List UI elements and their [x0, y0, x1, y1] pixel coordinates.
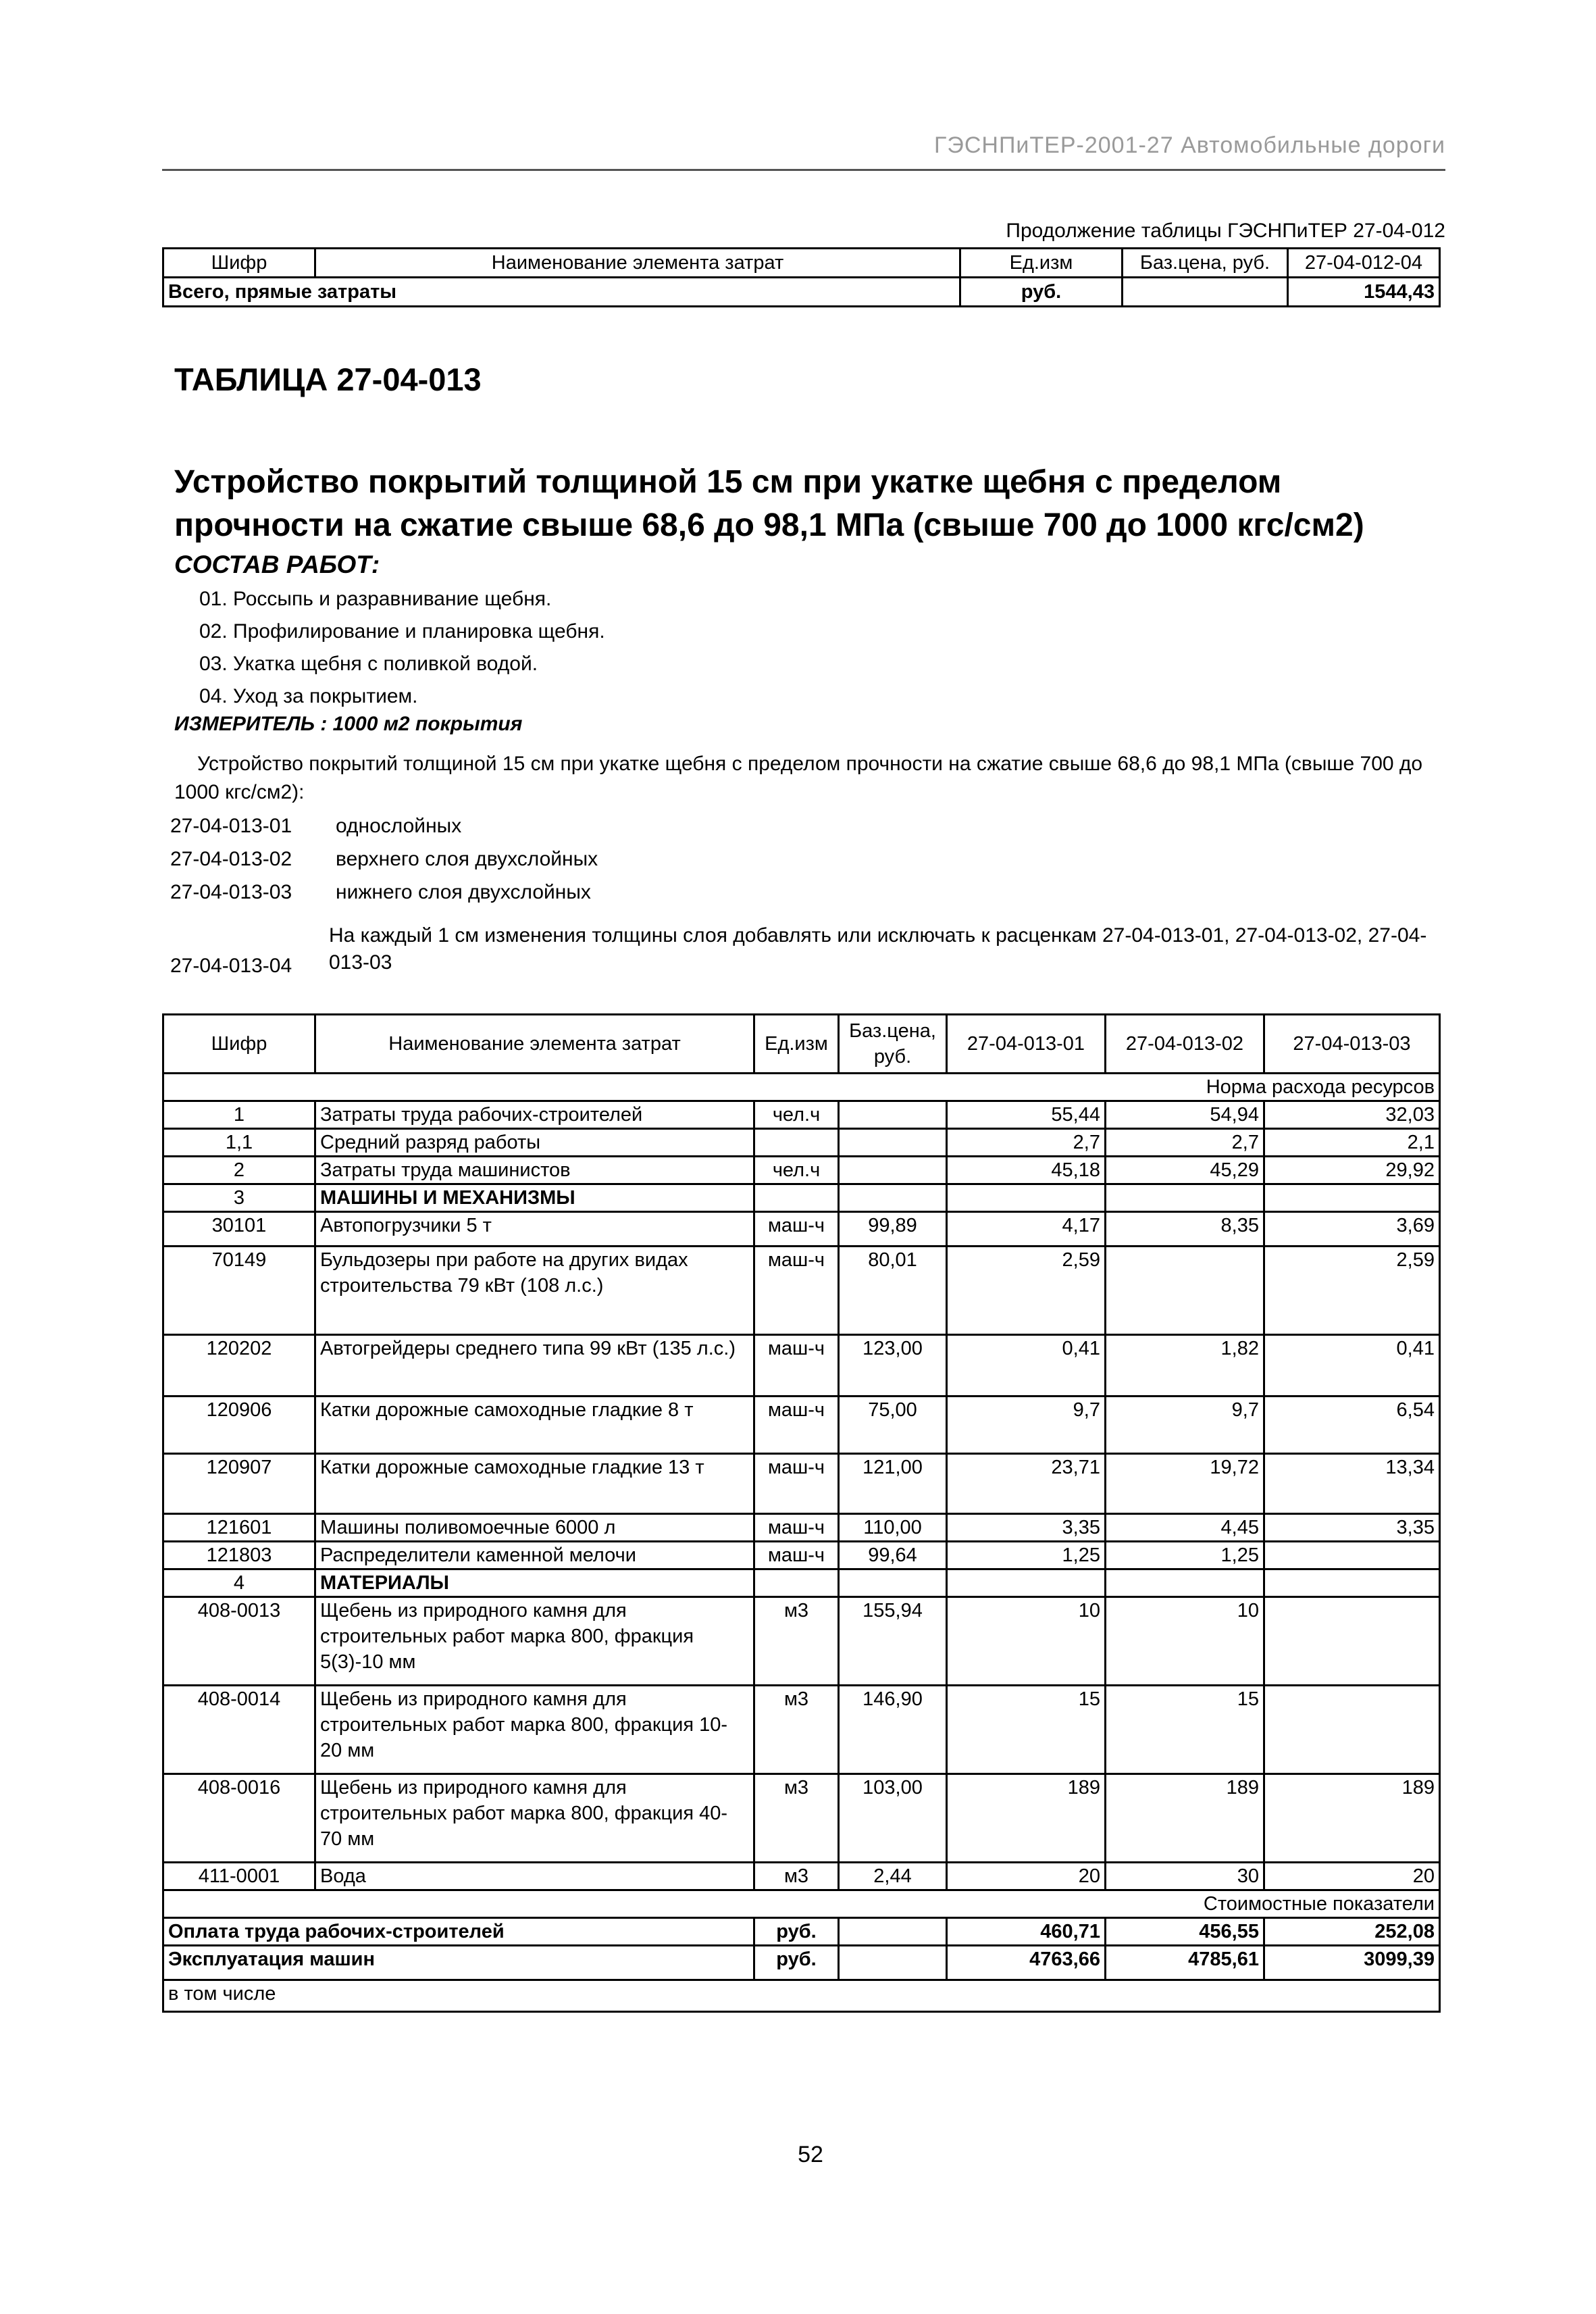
- row-unit: чел.ч: [754, 1101, 839, 1129]
- row-name: Средний разряд работы: [315, 1129, 754, 1157]
- row-name: Затраты труда машинистов: [315, 1157, 754, 1184]
- row-unit: [754, 1129, 839, 1157]
- table-row: [163, 1247, 1440, 1335]
- cost-value-3: 252,08: [1264, 1918, 1440, 1946]
- row-value-1: 0,41: [947, 1335, 1106, 1397]
- main-title: Устройство покрытий толщиной 15 см при укатке щебня с пределом прочности на сжатие свыше 68,6 до 98,1 МПа (свыше 700 до 1000 кгс/см2): [174, 464, 1364, 543]
- cost-value-2: 456,55: [1106, 1918, 1264, 1946]
- row-value-2: 8,35: [1106, 1212, 1264, 1247]
- total-price: [1123, 278, 1288, 307]
- row-price: 110,00: [839, 1514, 947, 1542]
- row-name: Распределители каменной мелочи: [315, 1542, 754, 1569]
- row-code: 120202: [163, 1335, 315, 1397]
- row-value-1: 1,25: [947, 1542, 1106, 1569]
- row-value-3: [1264, 1686, 1440, 1774]
- row-name: Катки дорожные самоходные гладкие 8 т: [315, 1397, 754, 1454]
- row-price: 121,00: [839, 1454, 947, 1514]
- table-row: [163, 1686, 1440, 1774]
- row-price: 80,01: [839, 1247, 947, 1335]
- section-title: МАТЕРИАЛЫ: [315, 1569, 754, 1597]
- row-value-2: 2,7: [1106, 1129, 1264, 1157]
- continuation-caption: Продолжение таблицы ГЭСНПиТЕР 27-04-012: [1006, 220, 1445, 242]
- main-table: [162, 1013, 1441, 2013]
- table-row: [163, 1774, 1440, 1863]
- header-col-3: 27-04-013-03: [1264, 1015, 1440, 1074]
- row-value-3: 2,1: [1264, 1129, 1440, 1157]
- row-value-3: 3,35: [1264, 1514, 1440, 1542]
- row-unit: [754, 1184, 839, 1212]
- row-value-2: 189: [1106, 1774, 1264, 1863]
- work-item: 04. Уход за покрытием.: [199, 685, 418, 707]
- row-price: [839, 1184, 947, 1212]
- row-unit: м3: [754, 1597, 839, 1686]
- table-row: [163, 1863, 1440, 1890]
- row-code: 120906: [163, 1397, 315, 1454]
- row-price: [839, 1569, 947, 1597]
- row-price: 99,64: [839, 1542, 947, 1569]
- table-row: [163, 1597, 1440, 1686]
- section-row: [163, 1569, 1440, 1597]
- row-value-3: 20: [1264, 1863, 1440, 1890]
- cost-value-2: 4785,61: [1106, 1946, 1264, 1980]
- note-text: На каждый 1 см изменения толщины слоя добавлять или исключать к расценкам 27-04-013-01, 27-04-013-02, 27-04-013-03: [329, 924, 1427, 974]
- row-code: 121803: [163, 1542, 315, 1569]
- row-name: Щебень из природного камня для строительных работ марка 800, фракция 5(3)-10 мм: [315, 1597, 754, 1686]
- total-value: 1544,43: [1288, 278, 1440, 307]
- cost-value-3: 3099,39: [1264, 1946, 1440, 1980]
- row-name: Затраты труда рабочих-строителей: [315, 1101, 754, 1129]
- cost-value-1: 460,71: [947, 1918, 1106, 1946]
- row-price: 2,44: [839, 1863, 947, 1890]
- row-value-2: [1106, 1247, 1264, 1335]
- row-name: Щебень из природного камня для строительных работ марка 800, фракция 10-20 мм: [315, 1686, 754, 1774]
- note-code: 27-04-013-04: [170, 955, 292, 977]
- norma-row: [163, 1074, 1440, 1101]
- row-unit: маш-ч: [754, 1542, 839, 1569]
- row-value-1: 10: [947, 1597, 1106, 1686]
- code-text: нижнего слоя двухслойных: [336, 881, 591, 903]
- row-value-1: 2,59: [947, 1247, 1106, 1335]
- header-col-1: 27-04-013-01: [947, 1015, 1106, 1074]
- row-value-2: 10: [1106, 1597, 1264, 1686]
- row-price: 75,00: [839, 1397, 947, 1454]
- previous-table: [162, 247, 1441, 307]
- row-price: 155,94: [839, 1597, 947, 1686]
- cost-row: [163, 1946, 1440, 1980]
- header-unit: Ед.изм: [754, 1015, 839, 1074]
- code-number: 27-04-013-02: [170, 848, 292, 870]
- row-unit: маш-ч: [754, 1212, 839, 1247]
- cost-name: Оплата труда рабочих-строителей: [163, 1918, 754, 1946]
- table-row: [163, 1514, 1440, 1542]
- code-number: 27-04-013-03: [170, 881, 292, 903]
- row-name: Машины поливомоечные 6000 л: [315, 1514, 754, 1542]
- cost-price: [839, 1918, 947, 1946]
- row-name: Щебень из природного камня для строительных работ марка 800, фракция 40-70 мм: [315, 1774, 754, 1863]
- work-item: 02. Профилирование и планировка щебня.: [199, 620, 605, 643]
- table-row: [163, 1335, 1440, 1397]
- row-value-2: 15: [1106, 1686, 1264, 1774]
- last-row: [163, 1980, 1440, 2012]
- row-code: 1,1: [163, 1129, 315, 1157]
- table-title: ТАБЛИЦА 27-04-013: [174, 361, 482, 397]
- work-item: 03. Укатка щебня с поливкой водой.: [199, 653, 538, 675]
- cost-name: Эксплуатация машин: [163, 1946, 754, 1980]
- row-value-3: 6,54: [1264, 1397, 1440, 1454]
- row-value-3: 189: [1264, 1774, 1440, 1863]
- row-code: 121601: [163, 1514, 315, 1542]
- row-name: Катки дорожные самоходные гладкие 13 т: [315, 1454, 754, 1514]
- norma-label: Норма расхода ресурсов: [163, 1074, 1440, 1101]
- row-code: 70149: [163, 1247, 315, 1335]
- row-price: [839, 1101, 947, 1129]
- row-code: 2: [163, 1157, 315, 1184]
- page-number: 52: [798, 2142, 823, 2167]
- row-unit: м3: [754, 1863, 839, 1890]
- row-price: [839, 1129, 947, 1157]
- row-value-3: 32,03: [1264, 1101, 1440, 1129]
- row-name: Бульдозеры при работе на других видах строительства 79 кВт (108 л.с.): [315, 1247, 754, 1335]
- row-value-1: 45,18: [947, 1157, 1106, 1184]
- row-unit: чел.ч: [754, 1157, 839, 1184]
- cost-price: [839, 1946, 947, 1980]
- section-row: [163, 1184, 1440, 1212]
- table-row: [163, 1129, 1440, 1157]
- row-value-3: [1264, 1542, 1440, 1569]
- row-value-1: 55,44: [947, 1101, 1106, 1129]
- row-value-2: 19,72: [1106, 1454, 1264, 1514]
- row-code: 411-0001: [163, 1863, 315, 1890]
- total-unit: руб.: [960, 278, 1123, 307]
- row-value-1: 2,7: [947, 1129, 1106, 1157]
- row-price: 146,90: [839, 1686, 947, 1774]
- row-value-2: 1,82: [1106, 1335, 1264, 1397]
- header-rule: [162, 169, 1445, 171]
- row-value-1: 23,71: [947, 1454, 1106, 1514]
- row-unit: [754, 1569, 839, 1597]
- total-label: Всего, прямые затраты: [163, 278, 960, 307]
- izmeritel: ИЗМЕРИТЕЛЬ : 1000 м2 покрытия: [174, 713, 523, 735]
- section-title: МАШИНЫ И МЕХАНИЗМЫ: [315, 1184, 754, 1212]
- row-value-1: [947, 1569, 1106, 1597]
- row-value-2: [1106, 1184, 1264, 1212]
- row-value-3: 3,69: [1264, 1212, 1440, 1247]
- row-value-2: 4,45: [1106, 1514, 1264, 1542]
- sostav-label: СОСТАВ РАБОТ:: [174, 551, 380, 578]
- row-price: 103,00: [839, 1774, 947, 1863]
- row-unit: маш-ч: [754, 1335, 839, 1397]
- code-number: 27-04-013-01: [170, 815, 292, 837]
- header-code: Шифр: [163, 249, 315, 278]
- row-value-1: 15: [947, 1686, 1106, 1774]
- code-text: однослойных: [336, 815, 462, 837]
- code-text: верхнего слоя двухслойных: [336, 848, 598, 870]
- cost-unit: руб.: [754, 1946, 839, 1980]
- row-code: 120907: [163, 1454, 315, 1514]
- row-unit: маш-ч: [754, 1247, 839, 1335]
- cost-row: [163, 1918, 1440, 1946]
- header-price: Баз.цена, руб.: [1123, 249, 1288, 278]
- table-row: [163, 1397, 1440, 1454]
- row-value-1: 9,7: [947, 1397, 1106, 1454]
- running-header: ГЭСНПиТЕР-2001-27 Автомобильные дороги: [934, 132, 1445, 158]
- table-row: [163, 1542, 1440, 1569]
- table-row: [163, 1212, 1440, 1247]
- last-row-label: в том числе: [163, 1980, 1440, 2012]
- row-value-3: [1264, 1184, 1440, 1212]
- row-value-2: 30: [1106, 1863, 1264, 1890]
- row-value-1: 3,35: [947, 1514, 1106, 1542]
- row-price: [839, 1157, 947, 1184]
- table-row: [163, 1101, 1440, 1129]
- row-code: 3: [163, 1184, 315, 1212]
- row-value-2: 45,29: [1106, 1157, 1264, 1184]
- cost-label: Стоимостные показатели: [163, 1890, 1440, 1918]
- row-value-3: 29,92: [1264, 1157, 1440, 1184]
- header-name: Наименование элемента затрат: [315, 1015, 754, 1074]
- header-code: Шифр: [163, 1015, 315, 1074]
- previous-table-header-row: [163, 249, 1440, 278]
- row-unit: маш-ч: [754, 1454, 839, 1514]
- table-row: [163, 1454, 1440, 1514]
- row-code: 4: [163, 1569, 315, 1597]
- description: Устройство покрытий толщиной 15 см при укатке щебня с пределом прочности на сжатие свыше 68,6 до 98,1 МПа (свыше 700 до 1000 кгс/см2):: [174, 753, 1423, 803]
- row-price: 123,00: [839, 1335, 947, 1397]
- row-value-3: 13,34: [1264, 1454, 1440, 1514]
- row-value-2: 54,94: [1106, 1101, 1264, 1129]
- row-code: 408-0013: [163, 1597, 315, 1686]
- header-name: Наименование элемента затрат: [315, 249, 960, 278]
- row-code: 408-0014: [163, 1686, 315, 1774]
- row-unit: м3: [754, 1774, 839, 1863]
- row-name: Вода: [315, 1863, 754, 1890]
- previous-table-total-row: [163, 278, 1440, 307]
- header-unit: Ед.изм: [960, 249, 1123, 278]
- cost-unit: руб.: [754, 1918, 839, 1946]
- work-item: 01. Россыпь и разравнивание щебня.: [199, 588, 552, 610]
- row-code: 408-0016: [163, 1774, 315, 1863]
- row-name: Автогрейдеры среднего типа 99 кВт (135 л.с.): [315, 1335, 754, 1397]
- row-name: Автопогрузчики 5 т: [315, 1212, 754, 1247]
- row-value-1: 20: [947, 1863, 1106, 1890]
- row-value-2: [1106, 1569, 1264, 1597]
- row-value-1: 189: [947, 1774, 1106, 1863]
- main-table-header-row: [163, 1015, 1440, 1074]
- table-row: [163, 1157, 1440, 1184]
- row-unit: маш-ч: [754, 1397, 839, 1454]
- row-value-1: 4,17: [947, 1212, 1106, 1247]
- row-value-3: [1264, 1597, 1440, 1686]
- header-price: Баз.цена, руб.: [839, 1015, 947, 1074]
- row-unit: м3: [754, 1686, 839, 1774]
- row-value-3: 2,59: [1264, 1247, 1440, 1335]
- row-value-3: [1264, 1569, 1440, 1597]
- cost-value-1: 4763,66: [947, 1946, 1106, 1980]
- row-value-3: 0,41: [1264, 1335, 1440, 1397]
- row-value-1: [947, 1184, 1106, 1212]
- row-value-2: 1,25: [1106, 1542, 1264, 1569]
- header-col-2: 27-04-013-02: [1106, 1015, 1264, 1074]
- row-code: 1: [163, 1101, 315, 1129]
- row-price: 99,89: [839, 1212, 947, 1247]
- cost-header-row: [163, 1890, 1440, 1918]
- row-value-2: 9,7: [1106, 1397, 1264, 1454]
- row-code: 30101: [163, 1212, 315, 1247]
- row-unit: маш-ч: [754, 1514, 839, 1542]
- header-code-column: 27-04-012-04: [1288, 249, 1440, 278]
